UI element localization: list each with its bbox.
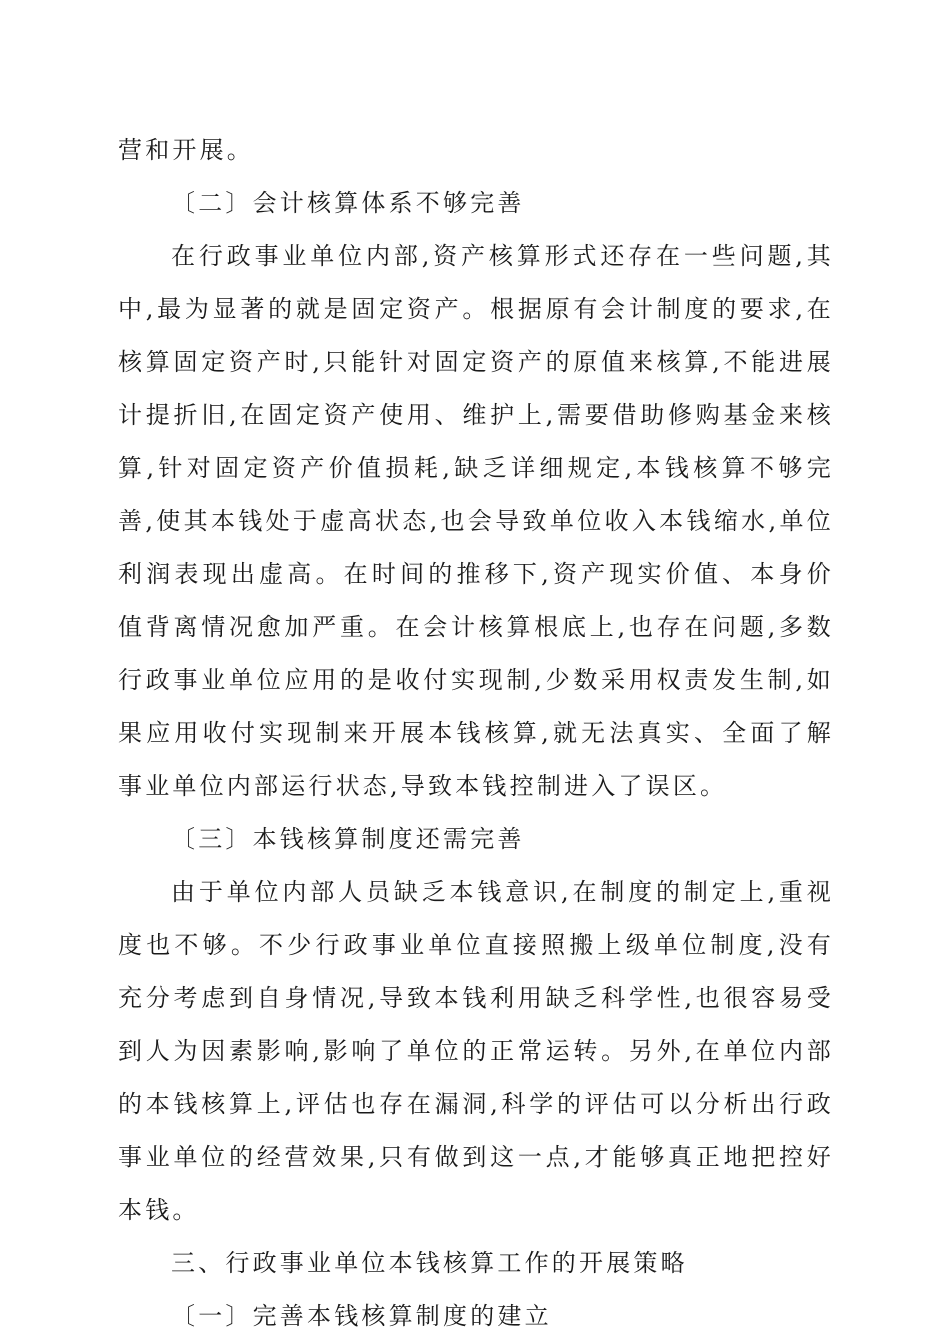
section-heading-2: 〔二〕会计核算体系不够完善	[171, 189, 525, 217]
chapter-heading-3: 三、行政事业单位本钱核算工作的开展策略	[171, 1249, 688, 1277]
paragraph-continued: 营和开展。	[118, 136, 254, 164]
paragraph-accounting-system: 在行政事业单位内部,资产核算形式还存在一些问题,其中,最为显著的就是固定资产。根据原有会计制度的要求,在核算固定资产时,只能针对固定资产的原值来核算,不能进展计提折旧,在固定资产使用、维护上,需要借助修购基金来核算,针对固定资产价值损耗,缺乏详细规定,本钱核算不够完善,使其本钱处于虚高状态,也会导致单位收入本钱缩水,单位利润表现出虚高。在时间的推移下,资产现实价值、本身价值背离情况愈加严重。在会计核算根底上,也存在问题,多数行政事业单位应用的是收付实现制,少数采用权责发生制,如果应用收付实现制来开展本钱核算,就无法真实、全面了解事业单位内部运行状态,导致本钱控制进入了误区。	[118, 242, 834, 800]
paragraph-cost-system: 由于单位内部人员缺乏本钱意识,在制度的制定上,重视度也不够。不少行政事业单位直接照搬上级单位制度,没有充分考虑到自身情况,导致本钱利用缺乏科学性,也很容易受到人为因素影响,影响了单位的正常运转。另外,在单位内部的本钱核算上,评估也存在漏洞,科学的评估可以分析出行政事业单位的经营效果,只有做到这一点,才能够真正地把控好本钱。	[118, 878, 834, 1224]
section-heading-3: 〔三〕本钱核算制度还需完善	[171, 825, 525, 853]
section-heading-1: 〔一〕完善本钱核算制度的建立	[171, 1302, 552, 1330]
document-body	[118, 124, 834, 1343]
